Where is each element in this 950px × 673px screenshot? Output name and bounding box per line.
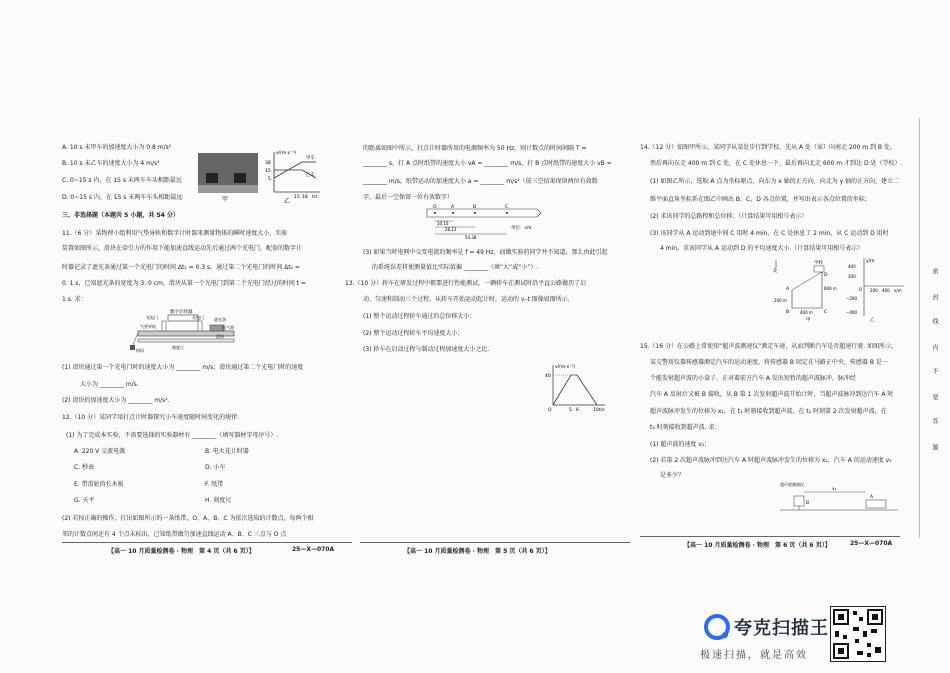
option-c: C. 0~15 s 内，在 15 s 末两车车头相距最远 [62,177,182,184]
opt-g: G. 天平 [74,497,95,504]
mid-line1: 的距离如图中所示，打点计时器所用的电源频率为 50 Hz，则计数点的时间间隔 T = [363,145,587,152]
label-timer: 数字计时器 [170,310,193,315]
q15-sub2b: 是多少？ [660,472,685,479]
x-axis-label: t/s [312,195,318,200]
q15-line1: 15.（16 分）在公路上常使用“超声波测速仪”测定车速，从而判断汽车是否超速行驶. 如图所示， [640,343,898,350]
q11-line2: 装置如图所示，滑块在牵引力的作用下能加速直线运动先后通过两个光电门，配套的数字计 [62,245,303,252]
school-label: 学校 [814,261,823,266]
q15-line2: 某交警用仪器传感器测定汽车的运动速度，将传感器 B 固定在马路正中央，传感器 B 是一 [650,359,888,366]
axis-200: 200 [848,274,856,279]
mid-line5: (3) 如果当时电网中交变电流的频率是 f = 49 Hz，而做实验的同学并不知道，那么由此引起 [363,249,608,256]
opt-e: E. 带滑轮的长木板 [74,481,124,488]
tick-15: 15 [265,169,271,174]
q14-sub2: (2) 求该同学的总路程和总位移；（计算结果可用根号表示） [650,213,808,220]
opt-a: A. 220 V 交流电源 [74,448,126,455]
north-label: 北 [773,269,778,274]
q11-line5: 1 s. 求： [62,296,87,303]
opt-b: B. 电火花计时器 [205,448,249,455]
label-gate1: 光电门 [146,315,158,320]
q14-sub3: (3) 该同学从 A 运动到達中间 C 用时 4 min，在 C 处休息了 2 min，从 C 运动到 D 用时 [650,230,889,237]
tape-d2: 28.13 [445,227,457,232]
q15-line5: 超声波脉冲发生的位移为 x₁，在 t₁ 时刻接收到超声波，在 t₂ 时刻第 2 次发射超声波，在 [650,408,887,415]
q14-line1: 14.（12 分）如图甲所示，某同学从某处步行到学校，先从 A 处（家）向南走 200 m 到 B 处， [640,144,896,151]
q13-tick-10: 10 [593,408,599,413]
q11-line1: 11.（6 分）某物理小组利用气垫导轨和数字计时器来测量物体的瞬时速度大小，实验 [62,230,288,237]
tape-d1: 10.10 [437,221,449,226]
q13-line2: 动、匀速和制动三个过程，从轿车开始运动起计时，运动的 v–t 图像如图所示. [363,296,570,303]
tape-d3: 54.38 [465,235,477,240]
q14-sub3b: 4 min，求该同学从 A 运动到 D 的平均速度大小.（计算结果可用根号表示） [660,245,864,252]
opt-h: H. 刻度尺 [205,497,232,504]
qr-code-icon [831,607,885,661]
tick-5: 5 [268,177,271,182]
tape-c: C [505,205,509,210]
q11-line4: 0. 1 s，已知遮光条的宽度为 3. 0 cm，滑块从第一个光电门到第二个光电门经过的时间 t = [62,280,307,287]
map-caption: 甲 [806,318,811,322]
legend-yi: 乙车 [306,173,315,178]
label-weight: 钩码 [136,348,144,353]
sensor-label: 超声波测速仪 [780,482,804,487]
axis-400: 400 [848,264,856,269]
scanner-watermark [700,606,830,666]
label-track: 气垫导轨 [140,324,156,329]
scanner-logo-icon [704,614,730,640]
q13-tick-5: 5 [569,408,572,413]
route-map [770,258,840,322]
vt-chart [262,148,322,200]
q14-line2: 然后再向东走 400 m 到 C 处，在 C 处休息一下，最后再向北走 600 m 才到达 D 处（学校）. [650,160,903,167]
mid-line2: ________ s，打 A 点时纸带的速度大小 vA = ________ m/s，打 B 点时纸带的速度大小 vB = [363,160,612,167]
tape-b: B [473,205,477,210]
q13-ylabel: v/(m·s⁻¹) [555,365,576,370]
q12-sub2b: 邻的计数点间还有 4 个点未标出，已知纸带做匀加速直线运动 A、B、C 三点与 O 点 [62,531,287,538]
axis-origin: O [859,287,863,292]
q15-line4: 汽车 A 反射后又被 B 接收，从 B 第 1 次发射超声波开始计时，当超声波脉冲到达汽车 A 时 [650,391,894,398]
coord-axes [846,256,906,322]
footer-left: 【高一 10 月质量检测卷 · 物理 第 4 页（共 6 页）】 [108,548,255,555]
air-track-figure [130,307,240,353]
q13-series [553,375,597,405]
q13-sub2: (2) 整个运动过程轿车平均速度大小； [363,330,464,337]
q14-sub1b: 维平面直角坐标系在图乙中画出 B、C、D 各点位置，并写出表示各点位置的坐标； [650,196,871,203]
map-400: 400 m [800,310,813,315]
tape-a: A [451,205,455,210]
axis-x400: 400 [882,288,890,293]
label-gate2: 光电门 [192,315,204,320]
sensor-x1: x₁ [832,487,837,492]
y-axis-label: v/(m·s⁻¹) [276,151,297,156]
map-a: A [786,287,790,292]
side-char-5: 不 [931,368,938,374]
q12-sub2: (2) 若按正确的操作，打出如图所示的一条纸带，O、A、B、C 为依次选取的计数点，每两个相 [62,515,314,522]
q12-sub1: (1) 为了完成本实验，不需要选择的实验器材有 ________（填写器材字母序号）. [66,432,279,439]
map-b: B [786,310,790,315]
tick-x18: 18 [302,195,308,200]
q11-sub2: (2) 滑块的加速度大小为 ________ m/s². [62,397,170,404]
footer-code-left: 25—X—070A [292,546,335,553]
q11-line3: 时器记录了遮光条通过第一个光电门的时间 Δt₁ = 0.3 s，通过第二个光电门的时间 Δt₂ = [62,264,300,271]
q11-sub1b: 大小为 ________ m/s. [80,381,139,388]
fig-caption-b: 乙 [284,198,291,205]
side-char-1: 密 [931,268,938,274]
map-d: D [824,273,828,278]
mid-line4: 字，最后一空保留一位有效数字） [363,194,454,201]
side-char-4: 内 [931,344,938,350]
qr-code [830,606,886,662]
q15-line6: t₃ 时刻接收到超声波. 求： [650,424,721,431]
q13-sub1: (1) 整个运动过程轿车通过的总位移大小； [363,313,476,320]
axis-x-label: x/m [894,288,902,293]
footer-right: 【高一 10 月质量检测卷 · 物理 第 6 页（共 6 页）】 [684,542,831,549]
side-char-7: 答 [931,418,938,424]
sensor-figure [780,480,900,516]
opt-c: C. 秒表 [74,464,95,471]
road-photo [198,153,258,193]
side-char-2: 封 [931,294,938,300]
label-shade: 遮光条 [214,317,226,322]
tape-o: O [433,205,437,210]
q13-tick-6: 6 [576,408,579,413]
q13-origin: O [548,408,552,413]
axis-neg200: −200 [846,296,857,301]
mid-line6: 的系统误差将使测量值比实际值偏 ________（填“大”或“小”）. [372,264,539,271]
axis-caption: 乙 [870,318,875,322]
section-heading: 三、非选择题（本题共 5 小题，共 54 分） [62,212,179,219]
footer-rule-right [640,536,900,537]
footer-rule-mid [360,542,630,543]
label-air: 连气源 [222,325,234,330]
side-char-8: 题 [931,444,938,450]
sensor-b: B [806,501,810,506]
tick-38: 38 [265,161,271,166]
footer-code-right: 25—X—070A [850,540,893,547]
fig-caption-a: 甲 [222,196,229,203]
q12-line1: 12.（10 分）某同学用打点计时器探究小车速度随时间变化的规律. [62,414,239,421]
map-600: 600 m [824,286,837,291]
tape-unit: 单位：cm [511,226,532,231]
option-b: B. 10 s 末乙车的速度大小为 4 m/s² [62,160,160,167]
label-ruler: 刻度尺 [172,345,184,350]
legend-jia: 甲车 [306,156,315,161]
scanner-subtitle: 极速扫描，就是高效 [700,650,808,661]
q15-line3: 个能发射超声波的小盒子，正对着前方汽车 A 发出短暂的超声波脉冲，脉冲经 [650,375,856,382]
tick-x15: 15 [294,195,300,200]
scanner-title: 夸克扫描王 [734,618,829,639]
q13-tick-40: 40 [545,374,551,379]
option-d: D. 0~15 s 内，在 15 s 末两车车头相距最远 [62,194,183,201]
q13-vt-chart [545,363,607,413]
sensor-a: A [870,495,874,500]
side-char-6: 要 [931,394,938,400]
tape-figure [425,203,545,243]
mid-line3: ________ m/s，纸带运动的加速度大小 a = ________ m/s²（前三空结果保留两位有效数 [363,178,598,185]
q13-line1: 13.（10 分）轿车在研发过程中都要进行性能测试，一辆轿车在测试时沿平直公路做历了启 [345,280,587,287]
q14-sub1: (1) 如图乙所示，选取 A 点为坐标原点，向东为 x 轴的正方向，向北为 y 轴的正方向，建立二 [650,178,900,185]
opt-d: D. 小车 [205,464,226,471]
q13-xlabel: t/s [599,408,605,413]
footer-rule-left [62,542,352,543]
q15-sub1: (1) 超声波的速度 v₁； [650,441,711,448]
q15-sub2: (2) 若第 2 次超声波脉冲到达汽车 A 时超声波脉冲发生的位移为 x₂，汽车 A 的运动速度 v₂ [650,457,892,464]
opt-f: F. 纸带 [205,481,224,488]
q13-sub3: (3) 轿车在启动过程与制动过程加速度大小之比. [363,346,490,353]
map-200: 200 m [774,298,787,303]
axis-neg400: −400 [846,310,857,315]
axis-x200: 200 [870,288,878,293]
binding-margin [919,118,950,538]
axis-y-label: y/m [866,259,875,264]
q11-sub1: (1) 滑块通过第一个光电门时的速度大小为 ________ m/s；滑块通过第二个光电门时的速度 [62,364,304,371]
label-slider: 滑块 [216,334,224,339]
side-char-3: 线 [931,318,938,324]
map-c: C [824,310,828,315]
footer-mid: 【高一 10 月质量检测卷 · 物理 第 5 页（共 6 页）】 [404,548,551,555]
option-a: A. 10 s 末甲车的加速度大小为 0.8 m/s² [62,144,172,151]
